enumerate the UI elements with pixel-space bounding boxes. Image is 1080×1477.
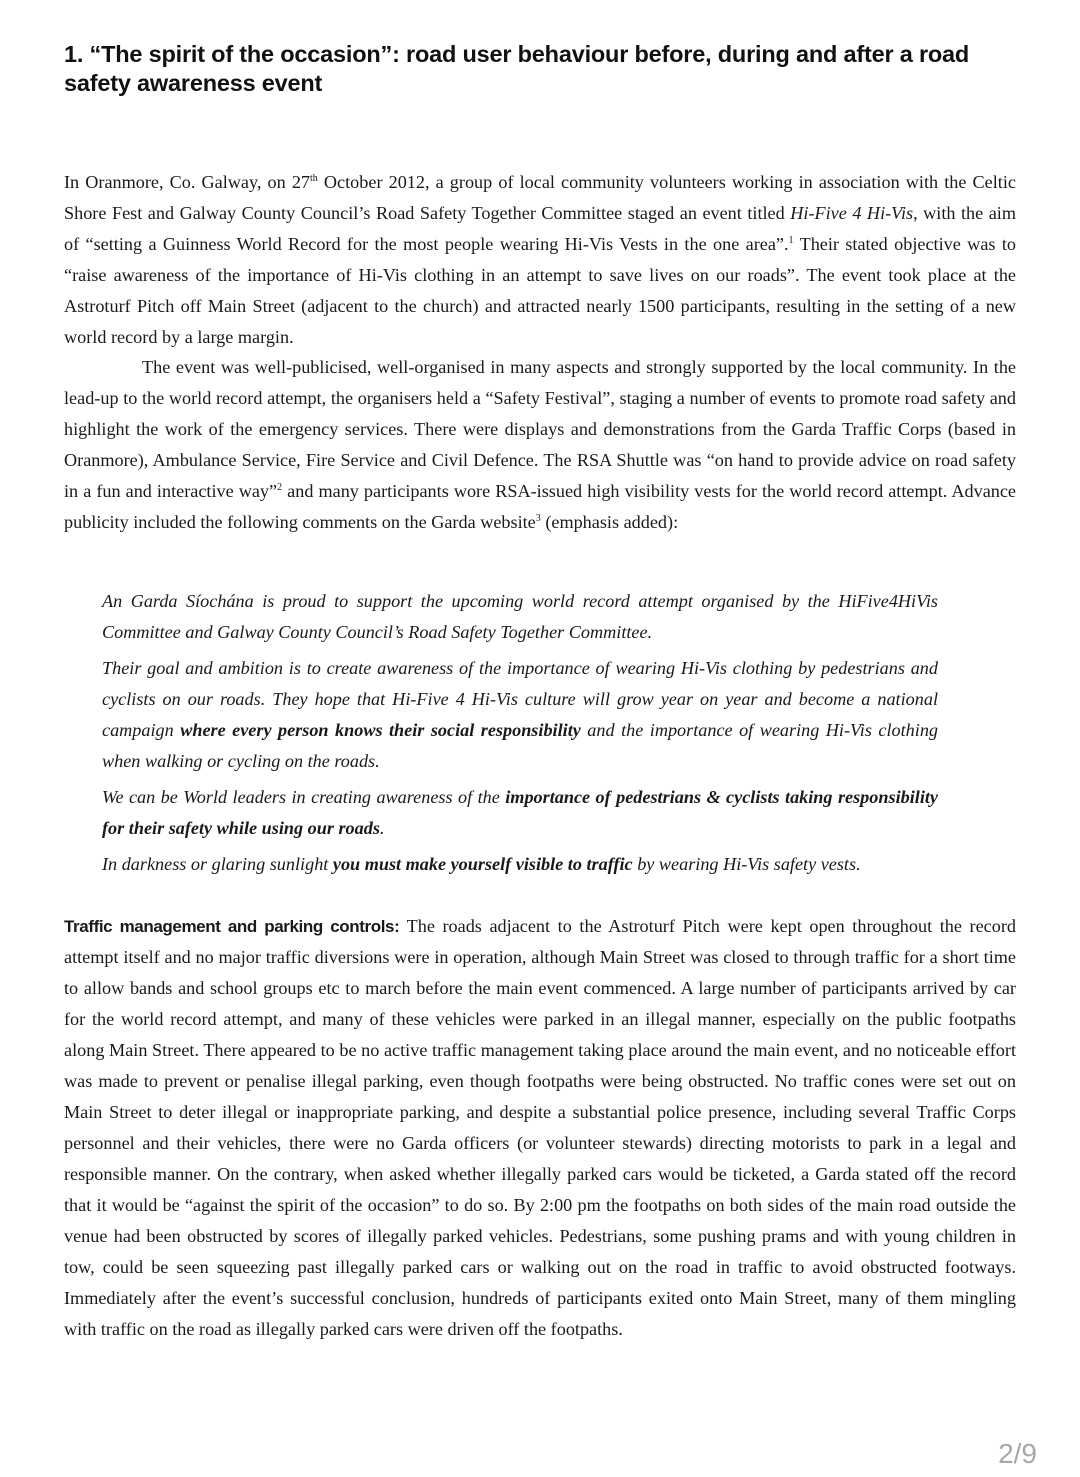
paragraph-text: The event was well-publicised, well-organised in many aspects and strongly supported by the local community. In the lead-up to the world record attempt, the organisers held a “Safety Festival”, staging a number of events to promote road safety and highlight the work of the emergency services. There were displays and demonstrations from the Garda Traffic Corps (based in Oranmore), Ambulance Service, Fire Service and Civil Defence. The RSA Shuttle was “on hand to provide advice on road safety in a fun and interactive way” (64, 357, 1016, 501)
paragraph-intro (64, 167, 1016, 353)
quote-paragraph-2 (102, 653, 938, 777)
quote-emphasis: where every person knows their social responsibility (180, 720, 581, 740)
paragraph-text: and many participants wore RSA-issued high visibility vests for the world record attempt. Advance publicity included the following comments on the Garda website (64, 481, 1017, 532)
paragraph-text: (emphasis added): (540, 512, 679, 532)
footnote-ref-1[interactable]: 1 (788, 234, 794, 246)
paragraph-text: , with the aim of “setting a Guinness World Record for the most people wearing Hi-Vis Vests in the one area”. (64, 203, 1017, 254)
quote-emphasis: importance of pedestrians & cyclists taking responsibility for their safety while using our roads (102, 787, 938, 838)
footnote-ref-2[interactable]: 2 (277, 481, 283, 493)
page-indicator: 2/9 (998, 1438, 1037, 1469)
inline-heading: Traffic management and parking controls: (64, 917, 400, 936)
section-title: 1. “The spirit of the occasion”: road user behaviour before, during and after a road safety awareness event (64, 41, 970, 96)
paragraph-text: Their stated objective was to “raise awareness of the importance of Hi-Vis clothing in an attempt to save lives on our roads”. The event took place at the Astroturf Pitch off Main Street (adjacent to the church) and attracted nearly 1500 participants, resulting in the setting of a new world record by a large margin. (64, 234, 1016, 347)
quote-text: Their goal and ambition is to create awareness of the importance of wearing Hi-Vis clothing by pedestrians and cyclists on our roads. They hope that Hi-Five 4 Hi-Vis culture will grow year on year and become a national campaign (102, 658, 938, 740)
quote-text: In darkness or glaring sunlight (102, 854, 333, 874)
quote-text: We can be World leaders in creating awareness of the (102, 787, 506, 807)
paragraph-text: The roads adjacent to the Astroturf Pitch were kept open throughout the record attempt itself and no major traffic diversions were in operation, although Main Street was closed to through traffic for a short time to allow bands and school groups etc to march before the main event commenced. A large number of participants arrived by car for the world record attempt, and many of these vehicles were parked in an illegal manner, especially on the public footpaths along Main Street. There appeared to be no active traffic management taking place around the main event, and no noticeable effort was made to prevent or penalise illegal parking, even though footpaths were being obstructed. No traffic cones were set out on Main Street to deter illegal or inappropriate parking, and despite a substantial police presence, including several Traffic Corps personnel and their vehicles, there were no Garda officers (or volunteer stewards) directing motorists to park in a legal and responsible manner. On the contrary, when asked whether illegally parked cars would be ticketed, a Garda stated off the record that it would be “against the spirit of the occasion” to do so. By 2:00 pm the footpaths on both sides of the main road outside the venue had been obstructed by scores of illegally parked vehicles. Pedestrians, some pushing prams and with young children in tow, could be seen squeezing past illegally parked cars or walking out on the road in traffic to avoid obstructed footways. Immediately after the event’s successful conclusion, hundreds of participants exited onto Main Street, many of them mingling with traffic on the road as illegally parked cars were driven off the footpaths. (64, 916, 1016, 1339)
quote-text: by wearing Hi-Vis safety vests. (632, 854, 861, 874)
quote-text: and the importance of wearing Hi-Vis clothing when walking or cycling on the roads. (102, 720, 939, 771)
quote-text: . (379, 818, 385, 838)
ordinal-superscript: th (310, 172, 318, 184)
quote-paragraph-4 (102, 849, 938, 880)
footnote-ref-3[interactable]: 3 (535, 512, 541, 524)
paragraph-text: October 2012, a group of local community volunteers working in association with the Celtic Shore Fest and Galway County Council’s Road Safety Together Committee staged an event titled (64, 172, 1016, 223)
event-name: Hi-Five 4 Hi-Vis (790, 203, 914, 223)
paragraph-text: In Oranmore, Co. Galway, on 27 (64, 172, 311, 192)
quote-paragraph-1: An Garda Síochána is proud to support the upcoming world record attempt organised by the HiFive4HiVis Committee and Galway County Council’s Road Safety Together Committee. (102, 591, 938, 642)
paragraph-publicity (64, 352, 1016, 538)
quote-emphasis: you must make yourself visible to traffic (332, 854, 633, 874)
quote-paragraph-3 (102, 782, 938, 844)
paragraph-traffic-management (64, 911, 1016, 1345)
